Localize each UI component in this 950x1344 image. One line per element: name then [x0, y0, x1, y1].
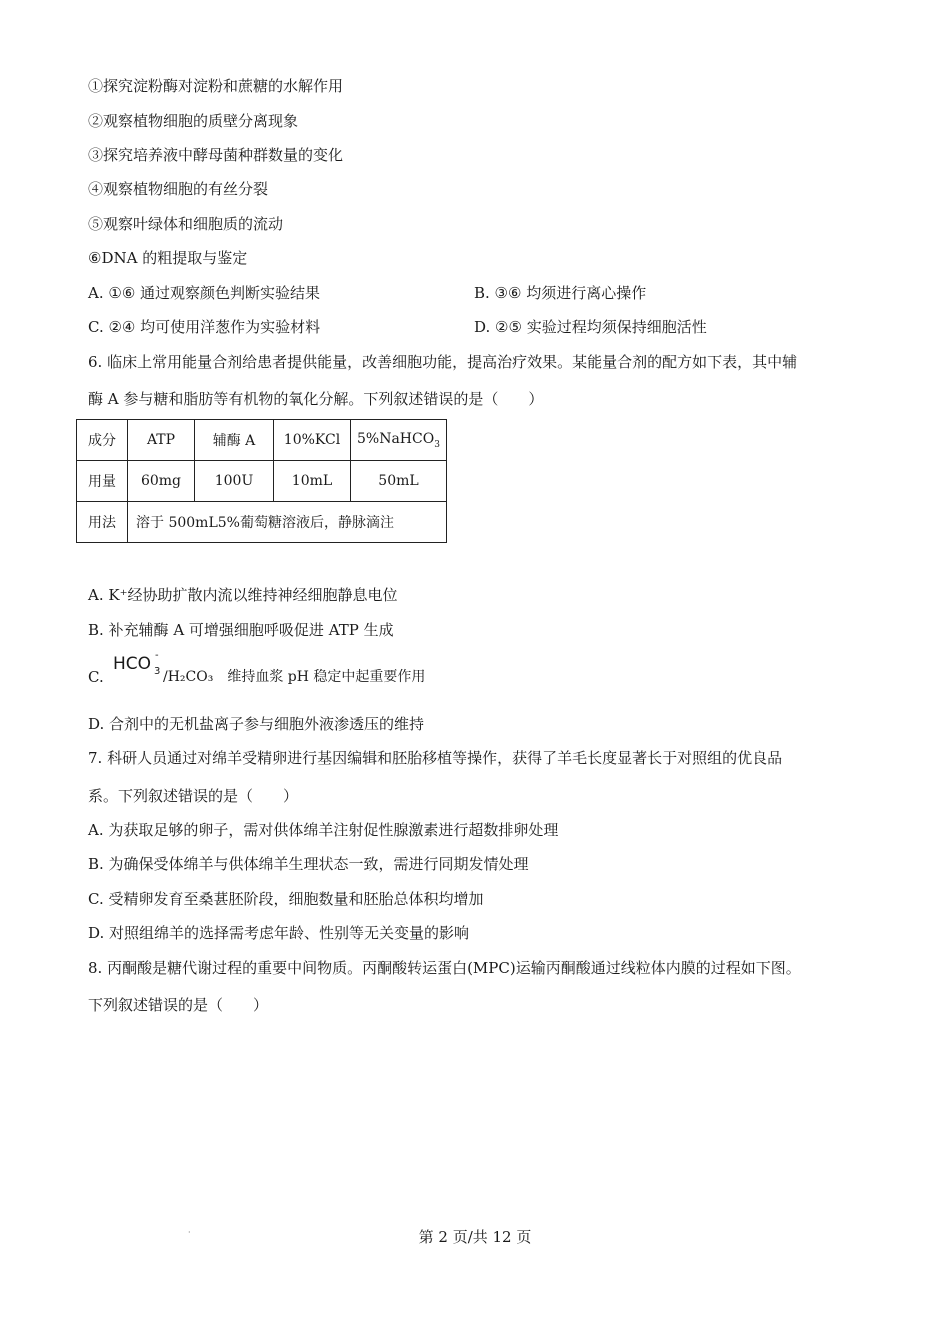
- hco3-subscript: 3: [154, 666, 161, 677]
- formula-table: [76, 419, 447, 543]
- table-cell: 10mL: [274, 461, 351, 502]
- q6-option-c-prefix: C.: [88, 668, 104, 686]
- table-cell: 用量: [77, 461, 128, 502]
- q7-stem-line2: 系。下列叙述错误的是（ ）: [88, 787, 299, 805]
- table-cell: 辅酶 A: [195, 420, 274, 461]
- q7-option-b: B. 为确保受体绵羊与供体绵羊生理状态一致，需进行同期发情处理: [88, 855, 529, 873]
- q7-stem-line1: 7. 科研人员通过对绵羊受精卵进行基因编辑和胚胎移植等操作，获得了羊毛长度显著长于对照组的优良品: [88, 749, 783, 767]
- item-2: ②观察植物细胞的质壁分离现象: [88, 112, 299, 130]
- table-cell: 溶于 500mL5%葡萄糖溶液后，静脉滴注: [128, 502, 447, 543]
- table-cell: 100U: [195, 461, 274, 502]
- table-cell: 50mL: [351, 461, 447, 502]
- hco3-charge: -: [155, 650, 159, 661]
- table-cell: 60mg: [128, 461, 195, 502]
- table-cell: 用法: [77, 502, 128, 543]
- table-cell: 成分: [77, 420, 128, 461]
- table-row: [77, 420, 447, 461]
- q6-option-c-text: /H₂CO₃ 维持血浆 pH 稳定中起重要作用: [163, 669, 426, 685]
- item-1: ①探究淀粉酶对淀粉和蔗糖的水解作用: [88, 77, 344, 95]
- q8-stem-line1: 8. 丙酮酸是糖代谢过程的重要中间物质。丙酮酸转运蛋白(MPC)运输丙酮酸通过线粒体内膜的过程如下图。: [88, 959, 801, 977]
- item-6: ⑥DNA 的粗提取与鉴定: [88, 249, 248, 267]
- q6-option-d: D. 合剂中的无机盐离子参与细胞外液渗透压的维持: [88, 715, 425, 733]
- q6-stem-line2: 酶 A 参与糖和脂肪等有机物的氧化分解。下列叙述错误的是（ ）: [88, 390, 544, 408]
- q7-option-a: A. 为获取足够的卵子，需对供体绵羊注射促性腺激素进行超数排卵处理: [88, 821, 559, 839]
- q6-option-a: A. K⁺经协助扩散内流以维持神经细胞静息电位: [88, 586, 398, 604]
- q8-stem-line2: 下列叙述错误的是（ ）: [88, 996, 269, 1014]
- table-row: [77, 461, 447, 502]
- table-cell: ATP: [128, 420, 195, 461]
- item-4: ④观察植物细胞的有丝分裂: [88, 180, 269, 198]
- q5-option-c: C. ②④ 均可使用洋葱作为实验材料: [88, 318, 321, 336]
- q7-option-d: D. 对照组绵羊的选择需考虑年龄、性别等无关变量的影响: [88, 924, 470, 942]
- table-row: [77, 502, 447, 543]
- nahco3-subscript: 3: [434, 439, 440, 450]
- item-3: ③探究培养液中酵母菌种群数量的变化: [88, 146, 344, 164]
- hco3-text: HCO: [113, 654, 152, 674]
- page-number: 第 2 页/共 12 页: [418, 1228, 532, 1246]
- q5-option-b: B. ③⑥ 均须进行离心操作: [474, 284, 647, 302]
- q5-option-a: A. ①⑥ 通过观察颜色判断实验结果: [88, 284, 321, 302]
- q6-stem-line1: 6. 临床上常用能量合剂给患者提供能量，改善细胞功能，提高治疗效果。某能量合剂的配方如下表，其中辅: [88, 353, 798, 371]
- footer-dot: ·: [188, 1228, 191, 1237]
- hco3-formula: [113, 650, 161, 677]
- table-cell: 10%KCl: [274, 420, 351, 461]
- q5-option-d: D. ②⑤ 实验过程均须保持细胞活性: [474, 318, 707, 336]
- q7-option-c: C. 受精卵发育至桑葚胚阶段，细胞数量和胚胎总体积均增加: [88, 890, 484, 908]
- q6-option-b: B. 补充辅酶 A 可增强细胞呼吸促进 ATP 生成: [88, 621, 394, 639]
- nahco3-label: 5%NaHCO: [357, 430, 435, 447]
- item-5: ⑤观察叶绿体和细胞质的流动: [88, 215, 284, 233]
- table-cell: [351, 420, 447, 461]
